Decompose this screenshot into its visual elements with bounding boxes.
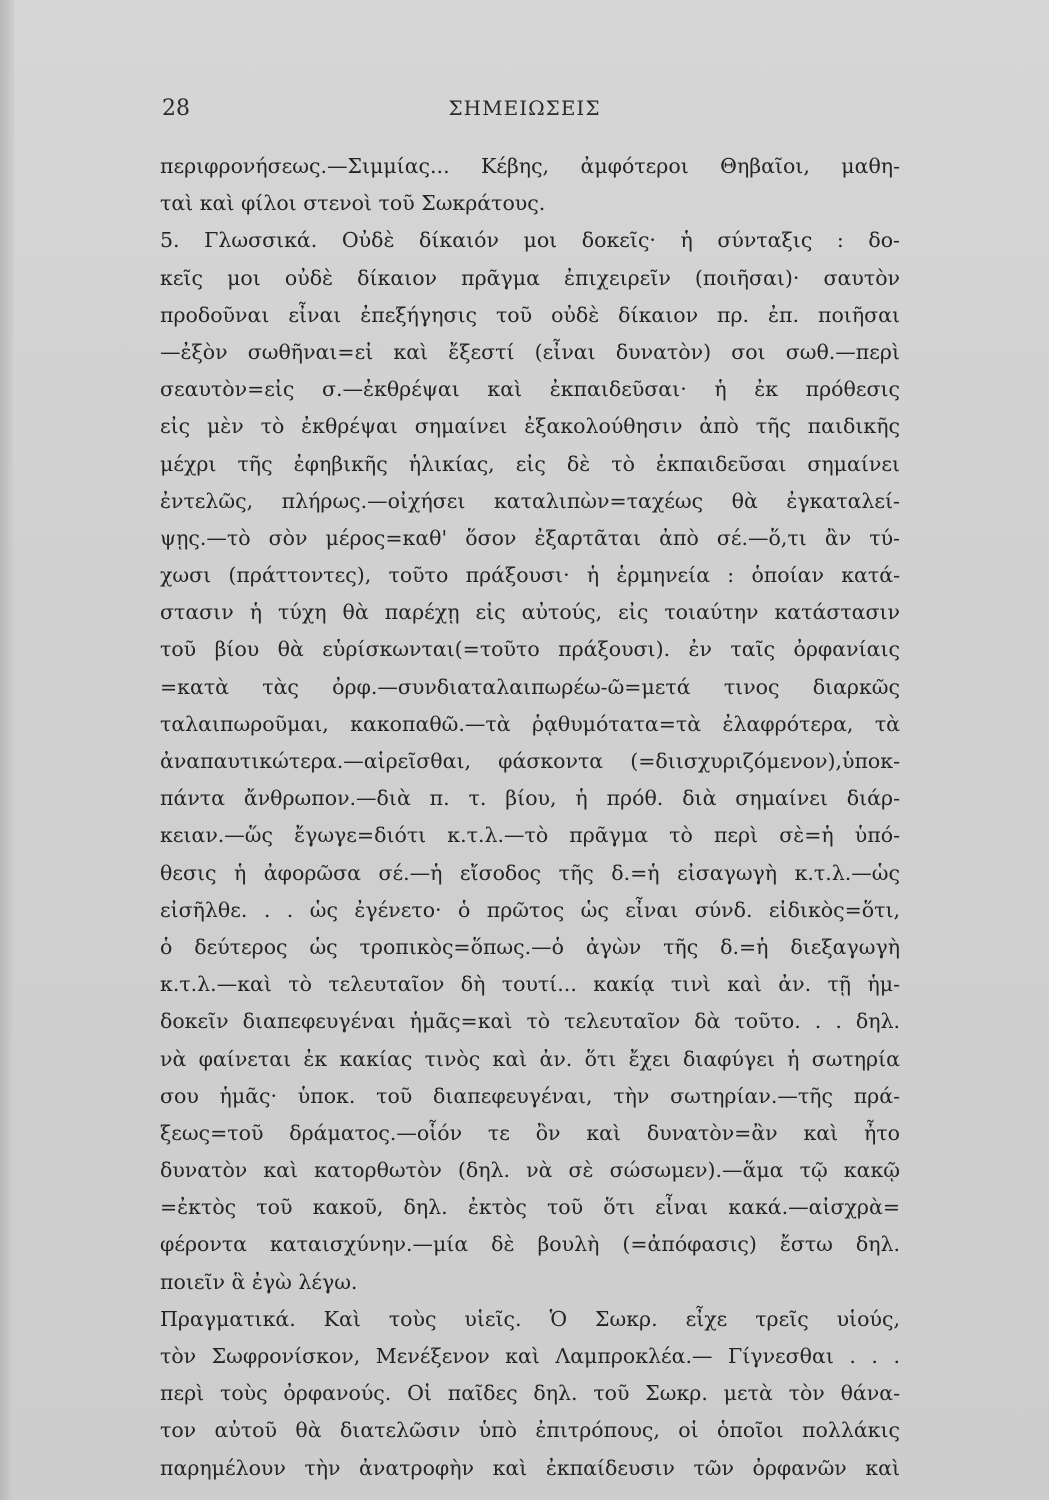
text-line: δυνατὸν καὶ κατορθωτὸν (δηλ. νὰ σὲ σώσωμεν).—ἅμα τῷ κακῷ: [160, 1158, 900, 1183]
text-line: ψῃς.—τὸ σὸν μέρος=καθ' ὅσον ἐξαρτᾶται ἀπὸ σέ.—ὅ,τι ἂν τύ-: [160, 525, 900, 550]
page-number: 28: [162, 96, 190, 121]
text-line: κ.τ.λ.—καὶ τὸ τελευταῖον δὴ τουτί... κακίᾳ τινὶ καὶ ἀν. τῇ ἡμ-: [160, 972, 900, 997]
text-line: σεαυτὸν=εἰς σ.—ἐκθρέψαι καὶ ἐκπαιδεῦσαι· ἡ ἐκ πρόθεσις: [160, 377, 900, 402]
text-line: ἀναπαυτικώτερα.—αἱρεῖσθαι, φάσκοντα (=διισχυριζόμενον),ὑποκ-: [160, 749, 900, 773]
text-line: ὁ δεύτερος ὡς τροπικὸς=ὅπως.—ὁ ἀγὼν τῆς δ.=ἡ διεξαγωγὴ: [160, 934, 900, 959]
text-line: προδοῦναι εἶναι ἐπεξήγησις τοῦ οὐδὲ δίκαιον πρ. ἐπ. ποιῆσαι: [160, 302, 900, 327]
text-line: φέροντα καταισχύνην.—μία δὲ βουλὴ (=ἀπόφασις) ἔστω δηλ.: [160, 1232, 900, 1257]
text-line: —ἐξὸν σωθῆναι=εἰ καὶ ἔξεστί (εἶναι δυνατὸν) σοι σωθ.—περὶ: [160, 339, 900, 364]
text-line: νὰ φαίνεται ἐκ κακίας τινὸς καὶ ἀν. ὅτι ἔχει διαφύγει ἡ σωτηρία: [160, 1046, 900, 1071]
text-line: ξεως=τοῦ δράματος.—οἷόν τε ὂν καὶ δυνατὸν=ἂν καὶ ἦτο: [160, 1120, 900, 1145]
running-head: ΣΗΜΕΙΩΣΕΙΣ: [448, 96, 601, 120]
text-line: πάντα ἄνθρωπον.—διὰ π. τ. βίου, ἡ πρόθ. διὰ σημαίνει διάρ-: [160, 786, 900, 811]
text-line: στασιν ἡ τύχη θὰ παρέχῃ εἰς αὐτούς, εἰς τοιαύτην κατάστασιν: [160, 600, 900, 625]
text-line: χωσι (πράττοντες), τοῦτο πράξουσι· ἡ ἑρμηνεία : ὁποίαν κατά-: [160, 563, 900, 588]
text-line: εἰσῆλθε. . . ὡς ἐγένετο· ὁ πρῶτος ὡς εἶναι σύνδ. εἰδικὸς=ὅτι,: [160, 897, 900, 922]
text-line: =κατὰ τὰς ὀρφ.—συνδιαταλαιπωρέω-ῶ=μετά τινος διαρκῶς: [160, 674, 900, 699]
text-line: παρημέλουν τὴν ἀνατροφὴν καὶ ἐκπαίδευσιν τῶν ὀρφανῶν καὶ: [160, 1455, 900, 1480]
text-line: περιφρονήσεως.—Σιμμίας... Κέβης, ἀμφότεροι Θηβαῖοι, μαθη-: [160, 154, 900, 178]
text-line: κεῖς μοι οὐδὲ δίκαιον πρᾶγμα ἐπιχειρεῖν (ποιῆσαι)· σαυτὸν: [160, 265, 900, 290]
text-line: Πραγματικά. Καὶ τοὺς υἱεῖς. Ὁ Σωκρ. εἶχε τρεῖς υἱούς,: [160, 1306, 900, 1331]
text-line: κειαν.—ὥς ἔγωγε=διότι κ.τ.λ.—τὸ πρᾶγμα τὸ περὶ σὲ=ἡ ὑπό-: [160, 823, 900, 848]
text-line: ταλαιπωροῦμαι, κακοπαθῶ.—τὰ ῥᾳθυμότατα=τὰ ἐλαφρότερα, τὰ: [160, 711, 900, 736]
text-line: ἐντελῶς, πλήρως.—οἰχήσει καταλιπὼν=ταχέως θὰ ἐγκαταλεί-: [160, 488, 900, 513]
text-line: ποιεῖν ἃ ἐγὼ λέγω.: [160, 1269, 358, 1294]
notes-body: [160, 148, 900, 1487]
text-line: τοῦ βίου θὰ εὑρίσκωνται(=τοῦτο πράξουσι). ἐν ταῖς ὀρφανίαις: [160, 637, 900, 662]
text-line: τον αὐτοῦ θὰ διατελῶσιν ὑπὸ ἐπιτρόπους, οἱ ὁποῖοι πολλάκις: [160, 1418, 900, 1443]
text-line: θεσις ἡ ἀφορῶσα σέ.—ἡ εἴσοδος τῆς δ.=ἡ εἰσαγωγὴ κ.τ.λ.—ὡς: [160, 860, 900, 885]
text-line: σου ἡμᾶς· ὑποκ. τοῦ διαπεφευγέναι, τὴν σωτηρίαν.—τῆς πρά-: [160, 1083, 900, 1108]
text-line: ταὶ καὶ φίλοι στενοὶ τοῦ Σωκράτους.: [160, 191, 546, 216]
text-line: μέχρι τῆς ἐφηβικῆς ἡλικίας, εἰς δὲ τὸ ἐκπαιδεῦσαι σημαίνει: [160, 451, 900, 476]
text-line: 5. Γλωσσικά. Οὐδὲ δίκαιόν μοι δοκεῖς· ἡ σύνταξις : δο-: [160, 228, 900, 253]
text-line: δοκεῖν διαπεφευγέναι ἡμᾶς=καὶ τὸ τελευταῖον δὰ τοῦτο. . . δηλ.: [160, 1009, 900, 1034]
page-edge-shadow: [0, 0, 14, 1500]
text-line: τὸν Σωφρονίσκον, Μενέξενον καὶ Λαμπροκλέα.— Γίγνεσθαι . . .: [160, 1344, 900, 1368]
text-line: περὶ τοὺς ὀρφανούς. Οἱ παῖδες δηλ. τοῦ Σωκρ. μετὰ τὸν θάνα-: [160, 1381, 900, 1406]
text-line: εἰς μὲν τὸ ἐκθρέψαι σημαίνει ἐξακολούθησιν ἀπὸ τῆς παιδικῆς: [160, 414, 900, 439]
text-line: =ἐκτὸς τοῦ κακοῦ, δηλ. ἐκτὸς τοῦ ὅτι εἶναι κακά.—αἰσχρὰ=: [160, 1195, 900, 1220]
